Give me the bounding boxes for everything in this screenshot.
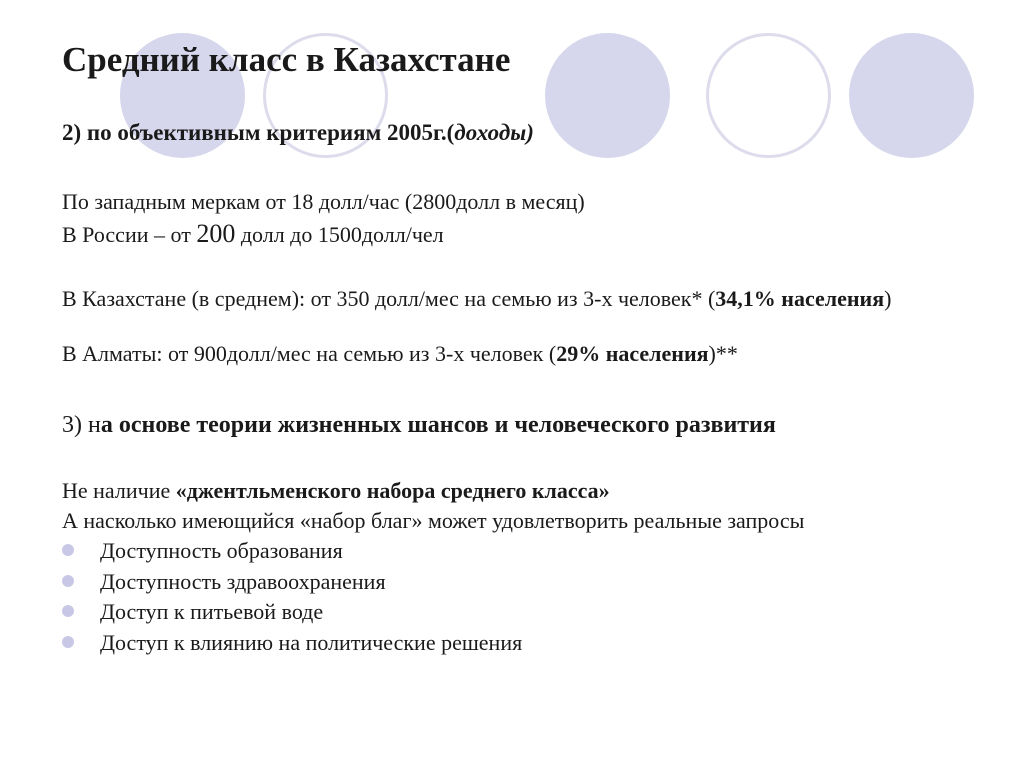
subtitle-italic: доходы) xyxy=(454,120,534,145)
kz-text: В Казахстане (в среднем): от 350 долл/мес на семью из 3-х человек* ( xyxy=(62,286,716,311)
bullet-icon xyxy=(62,575,74,587)
slide-subtitle xyxy=(62,120,534,146)
section-3-prefix: 3) н xyxy=(62,412,101,438)
kazakhstan-criteria-line xyxy=(62,285,960,312)
russia-text-before: В России – от xyxy=(62,222,197,247)
not-set-text: Не наличие xyxy=(62,478,176,503)
kz-percent: 34,1% населения xyxy=(715,286,885,311)
list-item-label: Доступность образования xyxy=(100,538,343,563)
bullet-icon xyxy=(62,605,74,617)
list-item-label: Доступ к влиянию на политические решения xyxy=(100,630,523,655)
not-set-line xyxy=(62,477,610,504)
section-3-bold: а основе теории жизненных шансов и человеческого развития xyxy=(100,412,776,438)
bullet-icon xyxy=(62,544,74,556)
russia-criteria-line xyxy=(62,220,444,248)
russia-number: 200 xyxy=(196,219,236,248)
russia-text-after: долл до 1500долл/чел xyxy=(235,222,444,247)
section-3-heading xyxy=(62,412,776,439)
list-item-label: Доступность здравоохранения xyxy=(100,569,386,594)
almaty-percent: 29% населения xyxy=(556,341,709,366)
question-line: А насколько имеющийся «набор благ» может удовлетворить реальные запросы xyxy=(62,508,805,533)
list-item-label: Доступ к питьевой воде xyxy=(100,599,324,624)
kz-close: ) xyxy=(884,286,892,311)
almaty-text: В Алматы: от 900долл/мес на семью из 3-х человек ( xyxy=(62,341,557,366)
slide-title: Средний класс в Казахстане xyxy=(62,40,511,79)
not-set-bold: «джентльменского набора среднего класса» xyxy=(175,478,610,503)
west-criteria-line: По западным меркам от 18 долл/час (2800долл в месяц) xyxy=(62,189,585,214)
bullet-icon xyxy=(62,636,74,648)
almaty-close: )** xyxy=(708,341,738,366)
subtitle-prefix: 2) по объективным критериям 2005г.( xyxy=(62,120,455,145)
almaty-criteria-line xyxy=(62,340,738,367)
